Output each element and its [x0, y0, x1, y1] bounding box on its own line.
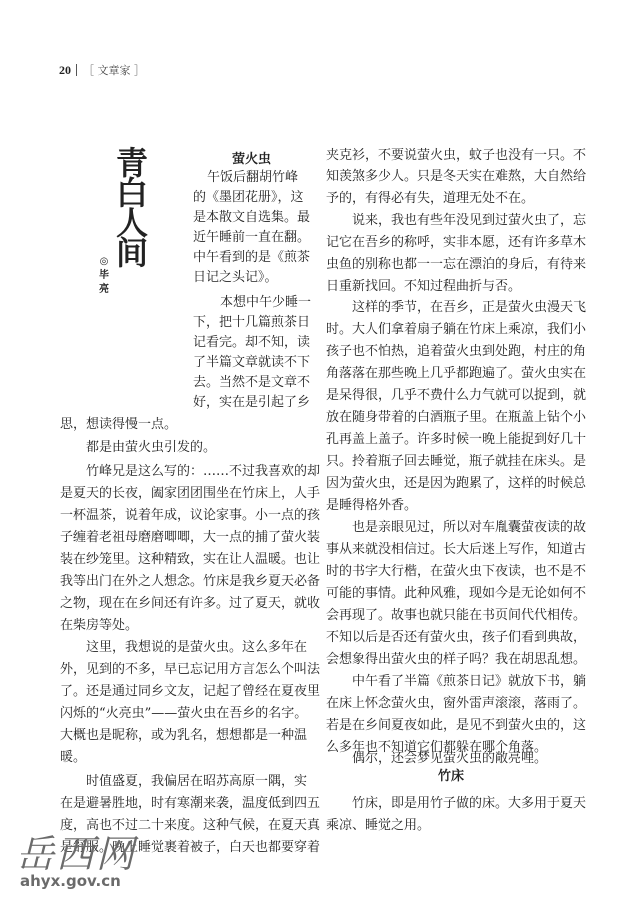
text-line: 的《墨团花册》，这 — [193, 190, 304, 205]
text-line: 好，实在是引起了乡 — [193, 395, 311, 410]
text-line: 是舒服。晚上睡觉裹着被子，白天也都要穿着 — [60, 840, 321, 855]
text-line: 都是由萤火虫引发的。 — [86, 440, 217, 455]
text-line: 思，想读得慢一点。 — [60, 417, 178, 432]
section-heading-bamboo-bed: 竹床 — [438, 769, 465, 784]
text-line: 日记之头记》。 — [193, 270, 278, 285]
text-line: 说来，我也有些年没见到过萤火虫了，忘 — [352, 213, 587, 228]
text-line: 也是亲眼见过，所以对车胤囊萤夜读的故 — [352, 520, 587, 535]
text-line: 本想中午少睡一 — [220, 295, 312, 310]
text-line: 时值盛夏，我偏居在昭苏高原一隅，实 — [86, 774, 308, 789]
text-line: 了。还是通过同乡文友，记起了曾经在夏夜里 — [60, 684, 321, 699]
text-line: 会想象得出萤火虫的样子吗？我在胡思乱想。 — [326, 652, 587, 667]
text-line: 放在随身带着的白酒瓶子里。在瓶盖上钻个小 — [326, 410, 587, 425]
text-line: 之物，现在在乡间还有许多。过了夏天，就收 — [60, 596, 321, 611]
title-char: 间 — [116, 234, 149, 272]
text-line: 偶尔，还会梦见萤火虫的敞亮哩。 — [352, 751, 548, 766]
text-line: 中午看了半篇《煎茶日记》就放下书，躺 — [352, 674, 587, 689]
section-label: ［ 文章家 ］ — [83, 64, 145, 77]
header-divider — [76, 64, 77, 76]
author-byline — [95, 255, 113, 297]
title-char: 青 — [116, 144, 149, 182]
text-line: 暖。 — [60, 750, 87, 765]
text-line: 角落落在那些晚上几乎都跑遍了。萤火虫实在 — [326, 366, 587, 381]
text-line: 下，把十几篇煎茶日 — [193, 315, 311, 330]
text-line: 在床上怀念萤火虫，窗外雷声滚滚，落雨了。 — [326, 696, 587, 711]
title-char: 人 — [116, 204, 149, 242]
text-line: 虫鱼的别称也都一一忘在漂泊的身后，有待来 — [326, 257, 587, 272]
text-line: 竹床，即是用竹子做的床。大多用于夏天 — [352, 796, 587, 811]
text-line: 是夏天的长夜，阖家团团围坐在竹床上，人手 — [60, 486, 321, 501]
title-char: 白 — [116, 174, 149, 212]
text-line: 日重新找回。不知过程曲折与否。 — [326, 279, 522, 294]
text-line: 若是在乡间夏夜如此，是见不到萤火虫的，这 — [326, 718, 587, 733]
text-line: 子缠着老祖母磨磨唧唧，大一点的捕了萤火装 — [60, 530, 321, 545]
text-line: 时。大人们拿着扇子躺在竹床上乘凉，我们小 — [326, 322, 587, 337]
author-char: 亮 — [99, 284, 109, 295]
article-title — [116, 144, 150, 272]
text-line: 中午看到的是《煎茶 — [193, 250, 311, 265]
text-line: 事从来就没相信过。长大后迷上写作，知道古 — [326, 542, 587, 557]
text-line: 可能的事情。此种风雅，现如今是无论如何不 — [326, 586, 587, 601]
text-line: 时的书字大行楷，在萤火虫下夜读，也不是不 — [326, 564, 587, 579]
text-line: 孔再盖上盖子。许多时候一晚上能捉到好几十 — [326, 432, 587, 447]
watermark — [16, 832, 136, 890]
text-line: 度，高也不过二十来度。这种气候，在夏天真 — [60, 818, 321, 833]
text-line: 竹峰兄是这么写的：……不过我喜欢的却 — [86, 464, 321, 479]
text-line: 在柴房等处。 — [60, 618, 139, 633]
author-char: 毕 — [99, 270, 109, 281]
text-line: 是呆得很，几乎不费什么力气就可以捉到，就 — [326, 388, 587, 403]
text-line: 孩子也不怕热，追着萤火虫到处跑，村庄的角 — [326, 344, 587, 359]
text-line: 去。当然不是文章不 — [193, 375, 311, 390]
text-line: 闪烁的“火亮虫”——萤火虫在吾乡的名字。 — [60, 706, 308, 721]
section-heading-fireflies: 萤火虫 — [232, 152, 272, 167]
text-line: 外，见到的不多，早已忘记用方言怎么个叫法 — [60, 662, 321, 677]
watermark-url: ahyx.gov.cn — [20, 872, 121, 890]
text-line: 么多年也不知道它们都躲在哪个角落。 — [326, 740, 548, 755]
text-line: 在是避暑胜地，时有寒潮来袭，温度低到四五 — [60, 796, 321, 811]
text-line: 这样的季节，在吾乡，正是萤火虫漫天飞 — [352, 300, 587, 315]
text-line: 会再现了。故事也就只能在书页间代代相传。 — [326, 608, 587, 623]
text-line: 一杯温茶，说着年成，议论家事。小一点的孩 — [60, 508, 321, 523]
text-line: 大概也是昵称，或为乳名，想想都是一种温 — [60, 728, 308, 743]
text-line: 记它在吾乡的称呼，实非本愿，还有许多草木 — [326, 235, 587, 250]
text-line: 午饭后翻胡竹峰 — [207, 170, 299, 185]
text-line: 知羡煞多少人。只是冬天实在难熬，大自然给 — [326, 169, 587, 184]
text-line: 我等出门在外之人想念。竹床是我乡夏天必备 — [60, 574, 321, 589]
text-line: 夹克衫，不要说萤火虫，蚊子也没有一只。不 — [326, 148, 587, 163]
text-line: 只。拎着瓶子回去睡觉，瓶子就挂在床头。是 — [326, 454, 587, 469]
text-line: 记看完。却不知，读 — [193, 335, 311, 350]
text-line: 因为萤火虫，还是因为跑累了，这样的时候总 — [326, 476, 587, 491]
page-number: 20 — [59, 62, 71, 77]
text-line: 予的，有得必有失，道理无处不在。 — [326, 191, 535, 206]
text-line: 不知以后是否还有萤火虫，孩子们看到典故， — [326, 630, 587, 645]
text-line: 了半篇文章就读不下 — [193, 355, 311, 370]
text-line: 装在纱笼里。这种精致，实在让人温暖。也让 — [60, 552, 321, 567]
text-line: 是睡得格外香。 — [326, 498, 418, 513]
text-line: 乘凉、睡觉之用。 — [326, 818, 431, 833]
author-mark: ◎ — [99, 256, 109, 267]
running-header — [59, 62, 145, 78]
text-line: 是本散文自选集。最 — [193, 210, 311, 225]
watermark-logo: 岳西网 — [16, 832, 137, 876]
text-line: 这里，我想说的是萤火虫。这么多年在 — [86, 640, 308, 655]
text-line: 近午睡前一直在翻。 — [193, 230, 311, 245]
